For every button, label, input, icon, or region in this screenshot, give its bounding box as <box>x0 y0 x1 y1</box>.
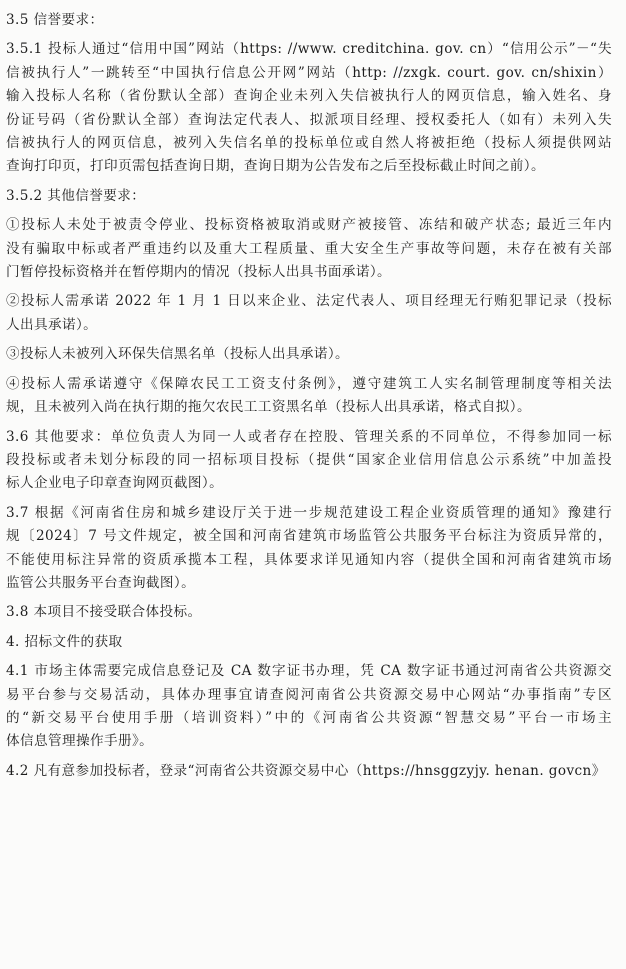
requirement-item-2 <box>6 290 612 337</box>
text-line: 标人企业电子印章查询网页截图）。 <box>6 475 224 492</box>
text-line: 3.5 信誉要求： <box>6 12 104 28</box>
text-line: 3.5.2 其他信誉要求： <box>6 187 146 204</box>
text-line: 输入投标人名称（省份默认全部）查询企业未列入失信被执行人的网页信息，输入姓名、身 <box>6 88 612 105</box>
text-line: ②投标人需承诺 2022 年 1 月 1 日以来企业、法定代表人、项目经理无行贿犯罪记录（投标 <box>6 293 612 310</box>
text-line: 人出具承诺）。 <box>6 316 98 333</box>
text-line: 段投标或者未划分标段的同一招标项目投标（提供“国家企业信用信息公示系统”中加盖投 <box>6 451 612 468</box>
text-line: 4.1 市场主体需要完成信息登记及 CA 数字证书办理，凭 CA 数字证书通过河南省公共资源交 <box>6 663 612 680</box>
text-line: 没有骗取中标或者严重违约以及重大工程质量、重大安全生产事故等问题，未存在被有关部 <box>6 240 612 257</box>
section-4-heading <box>6 631 612 654</box>
text-line: 4.2 凡有意参加投标者，登录“河南省公共资源交易中心（https://hnsggzyjy. henan. govcn》 <box>6 762 606 779</box>
text-line: 监管公共服务平台查询截图）。 <box>6 574 196 591</box>
text-line: 份证号码（省份默认全部）查询法定代表人、拟派项目经理、授权委托人（如有）未列入失 <box>6 111 612 128</box>
requirement-item-3 <box>6 343 612 366</box>
text-line: 规，且未被列入尚在执行期的拖欠农民工工资黑名单（投标人出具承诺，格式自拟）。 <box>6 399 531 416</box>
section-4-2-paragraph <box>6 760 612 783</box>
text-line: 易平台参与交易活动，具体办理事宜请查阅河南省公共资源交易中心网站“办事指南”专区 <box>6 686 612 703</box>
text-line: 3.8 本项目不接受联合体投标。 <box>6 604 202 621</box>
section-3-5-heading <box>6 9 612 32</box>
text-line: 体信息管理操作手册》。 <box>6 733 154 750</box>
text-line: 不能使用标注异常的资质承揽本工程，具体要求详见通知内容（提供全国和河南省建筑市场 <box>6 551 612 568</box>
text-line: 4. 招标文件的获取 <box>6 633 123 650</box>
text-line: 查询打印页，打印页需包括查询日期，查询日期为公告发布之后至投标截止时间之前）。 <box>6 158 545 175</box>
section-3-6-paragraph <box>6 426 612 496</box>
text-line: 信被执行人的网页信息，被列入失信名单的投标单位或自然人将被拒绝（投标人须提供网站 <box>6 135 612 152</box>
text-line: ④投标人需承诺遵守《保障农民工工资支付条例》，遵守建筑工人实名制管理制度等相关法 <box>6 375 612 392</box>
text-line: 3.5.1 投标人通过“信用中国”网站（https: //www. creditchina. gov. cn）“信用公示”－“失 <box>6 41 612 58</box>
text-line: 的“新交易平台使用手册（培训资料）”中的《河南省公共资源“智慧交易”平台一市场主 <box>6 709 612 726</box>
section-3-5-1-paragraph <box>6 38 612 178</box>
section-3-7-paragraph <box>6 502 612 596</box>
document-body <box>6 9 612 789</box>
section-3-5-2-heading <box>6 185 612 208</box>
section-4-1-paragraph <box>6 660 612 754</box>
text-line: 门暂停投标资格并在暂停期内的情况（投标人出具书面承诺）。 <box>6 264 392 281</box>
text-line: 3.6 其他要求：单位负责人为同一人或者存在控股、管理关系的不同单位，不得参加同一标 <box>6 428 612 445</box>
requirement-item-4 <box>6 373 612 420</box>
section-3-8-paragraph <box>6 601 612 624</box>
text-line: ③投标人未被列入环保失信黑名单（投标人出具承诺）。 <box>6 346 350 363</box>
text-line: 3.7 根据《河南省住房和城乡建设厅关于进一步规范建设工程企业资质管理的通知》豫建行 <box>6 504 612 521</box>
text-line: 规〔2024〕7 号文件规定，被全国和河南省建筑市场监管公共服务平台标注为资质异常的， <box>6 528 612 545</box>
text-line: 信被执行人”一跳转至“中国执行信息公开网”网站（http: //zxgk. court. gov. cn/shixin） <box>6 64 612 81</box>
text-line: ①投标人未处于被责令停业、投标资格被取消或财产被接管、冻结和破产状态; 最近三年内 <box>6 217 612 234</box>
requirement-item-1 <box>6 214 612 284</box>
